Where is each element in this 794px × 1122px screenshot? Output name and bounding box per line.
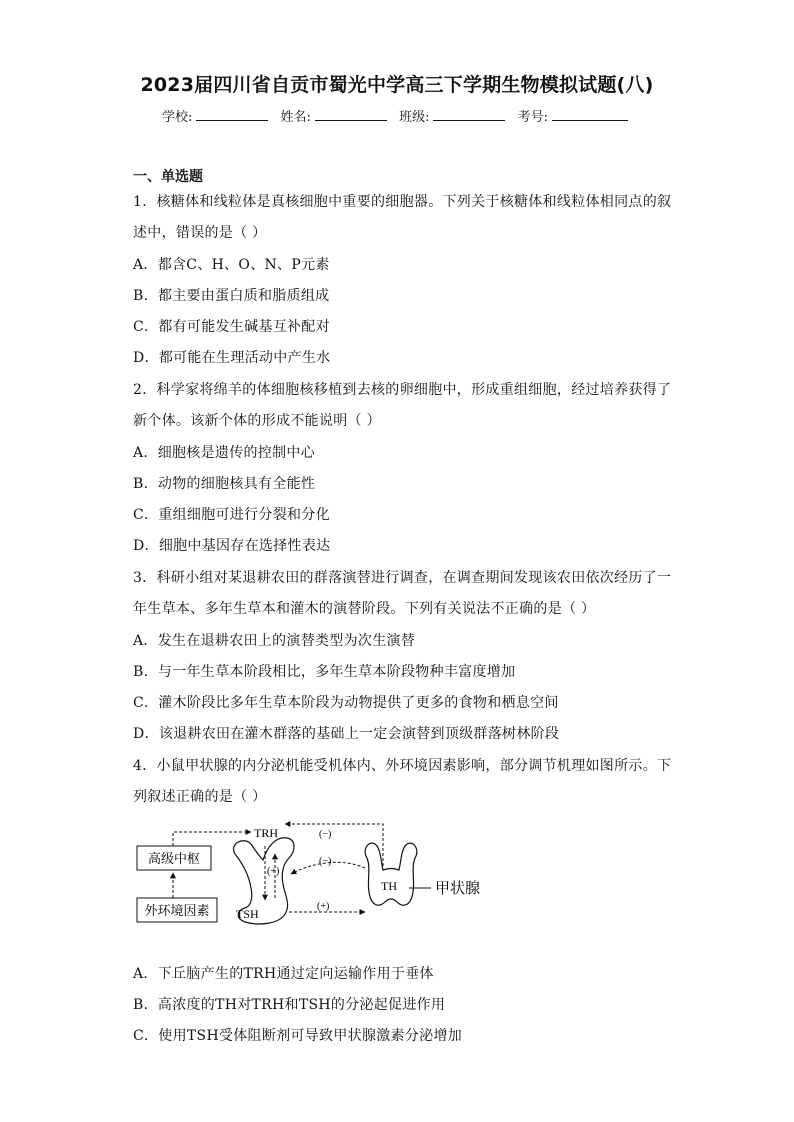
- question-3-option-c[interactable]: C．灌木阶段比多年生草本阶段为动物提供了更多的食物和栖息空间: [133, 695, 559, 711]
- school-label: 学校:: [162, 110, 193, 125]
- question-1-stem-line-2: 述中，错误的是（ ）: [133, 225, 267, 241]
- thyroid-regulation-diagram: [133, 818, 493, 930]
- plus-label-trh: (+): [267, 866, 280, 877]
- question-4-option-b[interactable]: B．高浓度的TH对TRH和TSH的分泌起促进作用: [133, 997, 446, 1013]
- question-1-option-b[interactable]: B．都主要由蛋白质和脂质组成: [133, 288, 330, 304]
- question-4-stem-line-2: 列叙述正确的是（ ）: [133, 789, 267, 805]
- question-1-option-d[interactable]: D．都可能在生理活动中产生水: [133, 350, 331, 366]
- question-4-option-c[interactable]: C．使用TSH受体阻断剂可导致甲状腺激素分泌增加: [133, 1028, 463, 1044]
- question-1-option-c[interactable]: C．都有可能发生碱基互补配对: [133, 319, 330, 335]
- th-label: TH: [381, 879, 397, 893]
- tsh-label: TSH: [236, 907, 259, 921]
- name-label: 姓名:: [280, 110, 311, 125]
- question-3-option-a[interactable]: A．发生在退耕农田上的演替类型为次生演替: [133, 633, 416, 649]
- thyroid-label: 甲状腺: [435, 879, 481, 897]
- school-blank[interactable]: [196, 108, 268, 121]
- section-heading: 一、单选题: [133, 169, 203, 185]
- question-1-option-a[interactable]: A．都含C、H、O、N、P元素: [133, 257, 330, 273]
- exam-number-label: 考号:: [517, 110, 548, 125]
- question-2-stem-line-2: 新个体。该新个体的形成不能说明（ ）: [133, 413, 381, 429]
- center-to-trh-arrow: [173, 832, 251, 846]
- question-3-stem-line-2: 年生草本、多年生草本和灌木的演替阶段。下列有关说法不正确的是（ ）: [133, 601, 596, 617]
- name-blank[interactable]: [315, 108, 387, 121]
- external-factors-label: 外环境因素: [144, 904, 210, 919]
- exam-number-blank[interactable]: [552, 108, 628, 121]
- class-label: 班级:: [399, 110, 430, 125]
- class-blank[interactable]: [433, 108, 505, 121]
- question-2-option-a[interactable]: A．细胞核是遗传的控制中心: [133, 445, 316, 461]
- trh-label: TRH: [254, 826, 278, 840]
- question-3-option-b[interactable]: B．与一年生草本阶段相比，多年生草本阶段物种丰富度增加: [133, 664, 516, 680]
- question-1-stem-line-1: 1．核糖体和线粒体是真核细胞中重要的细胞器。下列关于核糖体和线粒体相同点的叙: [133, 194, 672, 210]
- student-info-line: [0, 106, 794, 125]
- question-2-stem-line-1: 2．科学家将绵羊的体细胞核移植到去核的卵细胞中，形成重组细胞，经过培养获得了: [133, 382, 672, 398]
- question-2-option-c[interactable]: C．重组细胞可进行分裂和分化: [133, 507, 330, 523]
- question-3-stem-line-1: 3．科研小组对某退耕农田的群落演替进行调查，在调查期间发现该农田依次经历了一: [133, 570, 672, 586]
- plus-label-tsh: (+): [317, 901, 330, 912]
- question-2-option-d[interactable]: D．细胞中基因存在选择性表达: [133, 538, 331, 554]
- question-2-option-b[interactable]: B．动物的细胞核具有全能性: [133, 476, 316, 492]
- question-4-option-a[interactable]: A．下丘脑产生的TRH通过定向运输作用于垂体: [133, 966, 434, 982]
- page-title: 2023届四川省自贡市蜀光中学高三下学期生物模拟试题(八): [140, 74, 654, 96]
- minus-label-1: (−): [319, 829, 332, 840]
- thyroid-gland-outline: [365, 843, 417, 905]
- higher-center-label: 高级中枢: [147, 852, 201, 867]
- question-4-stem-line-1: 4．小鼠甲状腺的内分泌机能受机体内、外环境因素影响，部分调节机理如图所示。下: [133, 758, 672, 774]
- question-3-option-d[interactable]: D．该退耕农田在灌木群落的基础上一定会演替到顶级群落树林阶段: [133, 726, 560, 742]
- minus-label-2: (−): [319, 856, 332, 867]
